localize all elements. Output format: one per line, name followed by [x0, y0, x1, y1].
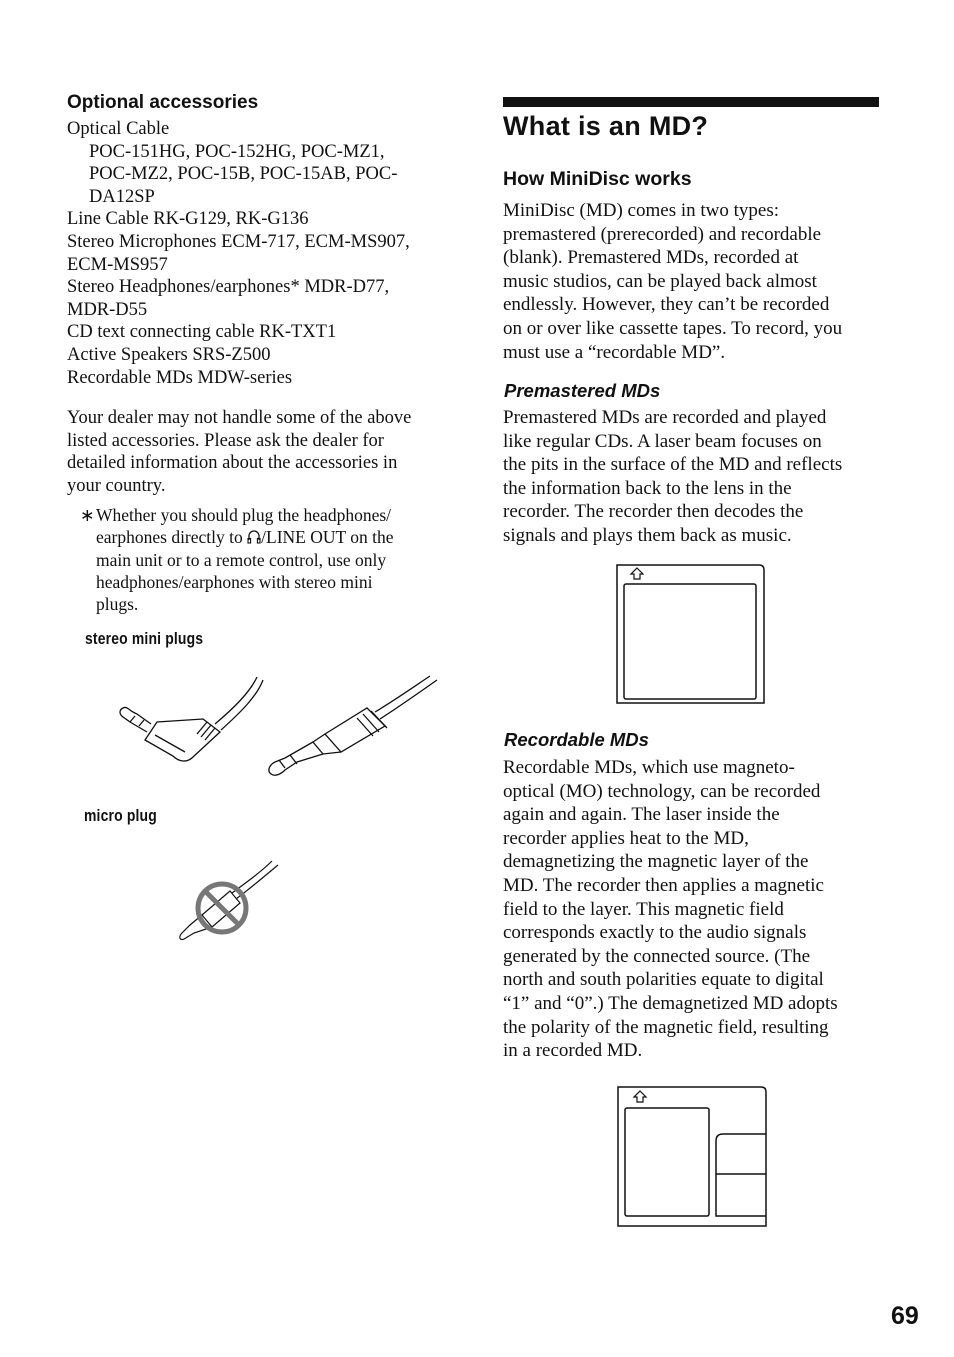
list-item: Stereo Headphones/earphones* MDR-D77, [67, 277, 390, 298]
micro-plug-illustration [172, 857, 284, 947]
footnote [80, 504, 450, 615]
list-item: POC-MZ2, POC-15B, POC-15AB, POC- [89, 164, 398, 185]
text-line: optical (MO) technology, can be recorded [503, 780, 821, 802]
text-line: your country. [67, 475, 166, 496]
premastered-heading: Premastered MDs [504, 380, 661, 401]
list-item: DA12SP [89, 186, 155, 207]
list-item: Active Speakers SRS-Z500 [67, 344, 271, 365]
text-fragment: earphones directly to [96, 527, 248, 548]
text-line: detailed information about the accessories in [67, 453, 398, 474]
text-line: the information back to the lens in the [503, 477, 792, 499]
title-rule [503, 97, 879, 107]
text-line: plugs. [96, 594, 139, 615]
dealer-note [67, 407, 457, 497]
text-line: signals and plays them back as music. [503, 524, 792, 546]
text-line: MD. The recorder then applies a magnetic [503, 874, 824, 896]
list-item: Recordable MDs MDW-series [67, 367, 293, 388]
text-line: Recordable MDs, which use magneto- [503, 757, 795, 778]
text-line: like regular CDs. A laser beam focuses on [503, 430, 822, 452]
text-line: MiniDisc (MD) comes in two types: [503, 200, 780, 221]
premastered-md-illustration [614, 562, 766, 706]
text-line: demagnetizing the magnetic layer of the [503, 851, 809, 873]
list-item: Line Cable RK-G129, RK-G136 [67, 209, 309, 230]
up-arrow-icon [631, 568, 643, 579]
up-arrow-icon [634, 1091, 646, 1102]
footnote-marker: ∗ [80, 505, 95, 525]
prohibited-icon [198, 884, 246, 932]
list-item: ECM-MS957 [67, 254, 168, 275]
text-line: field to the layer. This magnetic field [503, 898, 784, 920]
text-line: endlessly. However, they can’t be recorded [503, 294, 830, 316]
recordable-paragraph [503, 756, 883, 1063]
text-line [96, 526, 450, 548]
page-title: What is an MD? [503, 111, 709, 141]
text-line: generated by the connected source. (The [503, 945, 811, 967]
text-line: music studios, can be played back almost [503, 270, 817, 292]
text-line: the pits in the surface of the MD and reflects [503, 454, 843, 476]
optional-accessories-heading: Optional accessories [67, 92, 259, 113]
micro-plug-label: micro plug [84, 806, 157, 825]
page-number: 69 [891, 1302, 919, 1330]
accessories-list [67, 118, 457, 389]
recordable-heading: Recordable MDs [504, 729, 649, 750]
text-line: listed accessories. Please ask the dealer for [67, 430, 384, 451]
list-item: Stereo Microphones ECM-717, ECM-MS907, [67, 231, 410, 252]
text-line: Whether you should plug the headphones/ [96, 505, 392, 525]
stereo-mini-plugs-illustration [75, 672, 445, 787]
text-line: on or over like cassette tapes. To record, you [503, 317, 843, 339]
text-line: “1” and “0”.) The demagnetized MD adopts [503, 992, 838, 1014]
text-line: headphones/earphones with stereo mini [96, 571, 373, 592]
text-line: main unit or to a remote control, use only [96, 549, 387, 570]
intro-paragraph [503, 199, 883, 364]
list-item: MDR-D55 [67, 299, 148, 320]
text-line: again and again. The laser inside the [503, 804, 780, 826]
text-line: the polarity of the magnetic field, resulting [503, 1016, 829, 1038]
how-minidisc-works-heading: How MiniDisc works [503, 168, 692, 190]
text-line: premastered (prerecorded) and recordable [503, 223, 822, 245]
list-item: POC-151HG, POC-152HG, POC-MZ1, [89, 141, 385, 162]
text-line: recorder applies heat to the MD, [503, 827, 749, 849]
text-fragment: /LINE OUT on the [261, 527, 394, 548]
list-item: CD text connecting cable RK-TXT1 [67, 322, 337, 343]
stereo-mini-plugs-label: stereo mini plugs [85, 629, 204, 648]
text-line: corresponds exactly to the audio signals [503, 922, 807, 944]
list-item: Optical Cable [67, 119, 170, 139]
recordable-md-illustration [615, 1084, 771, 1230]
text-line: (blank). Premastered MDs, recorded at [503, 247, 799, 269]
text-line: Your dealer may not handle some of the above [67, 408, 412, 428]
premastered-paragraph [503, 406, 883, 548]
text-line: recorder. The recorder then decodes the [503, 501, 804, 523]
text-line: in a recorded MD. [503, 1040, 643, 1062]
text-line: Premastered MDs are recorded and played [503, 407, 827, 428]
text-line: must use a “recordable MD”. [503, 341, 726, 363]
text-line: north and south polarities equate to digital [503, 969, 824, 991]
headphone-icon [247, 528, 261, 544]
